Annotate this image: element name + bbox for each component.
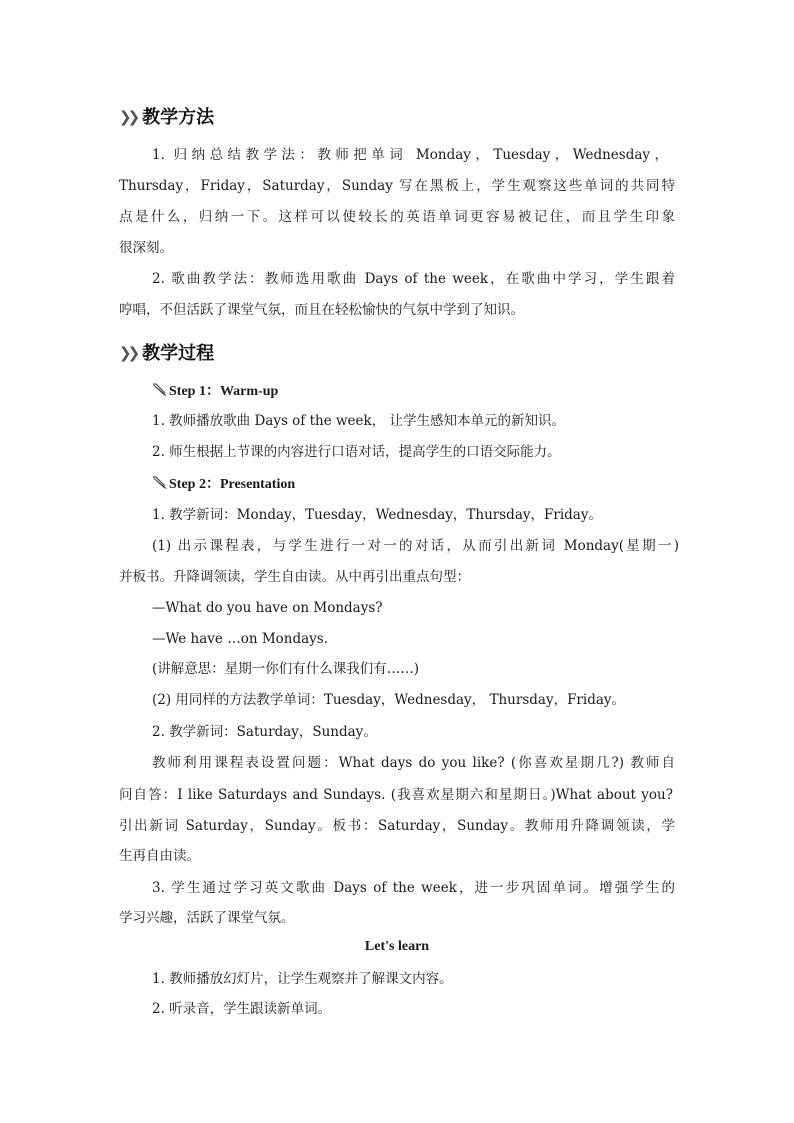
step1-title: Step 1：Warm-up — [169, 384, 279, 399]
methods-p1-line2: Thursday，Friday，Saturday，Sunday 写在黑板上，学生观察这些单词的共同特 — [119, 178, 675, 194]
step1-line2: 2. 师生根据上节课的内容进行口语对话，提高学生的口语交际能力。 — [152, 444, 561, 460]
step2-line9: 教师利用课程表设置问题：What days do you like? (你喜欢星期几?) 教师自 — [152, 755, 675, 771]
methods-p2-line1: 2. 歌曲教学法：教师选用歌曲 Days of the week，在歌曲中学习，学生跟着 — [152, 271, 675, 287]
step2-line10: 问自答：I like Saturdays and Sundays. (我喜欢星期六和星期日。)What about you? — [119, 787, 673, 803]
step2-heading — [152, 473, 295, 493]
step2-line3: 并板书。升降调领读，学生自由读。从中再引出重点句型： — [119, 569, 470, 585]
step2-line13: 3. 学生通过学习英文歌曲 Days of the week，进一步巩固单词。增强学生的 — [152, 880, 675, 896]
methods-p1-line1: 1. 归纳总结教学法：教师把单词 Monday，Tuesday，Wednesday， — [152, 147, 668, 163]
quill-pen-icon — [152, 476, 168, 490]
section-heading-process — [119, 339, 214, 365]
methods-p2-line2: 哼唱，不但活跃了课堂气氛，而且在轻松愉快的气氛中学到了知识。 — [119, 302, 524, 318]
step2-line14: 学习兴趣，活跃了课堂气氛。 — [119, 910, 295, 926]
section-title-process: 教学过程 — [142, 343, 215, 364]
step2-line12: 生再自由读。 — [119, 848, 200, 864]
step2-line11: 引出新词 Saturday，Sunday。板书：Saturday，Sunday。教师用升降调领读，学 — [119, 818, 675, 834]
lets-learn-line2: 2. 听录音，学生跟读新单词。 — [152, 1001, 332, 1017]
double-chevron-icon: ❯❯ — [119, 344, 137, 362]
step2-line8: 2. 教学新词：Saturday，Sunday。 — [152, 724, 377, 740]
step2-line1: 1. 教学新词：Monday，Tuesday，Wednesday，Thursday，Friday。 — [152, 507, 602, 523]
step2-line7: (2) 用同样的方法教学单词：Tuesday，Wednesday， Thursday，Friday。 — [152, 692, 626, 708]
lets-learn-title: Let's learn — [364, 939, 430, 954]
section-title-methods: 教学方法 — [142, 107, 215, 128]
methods-p1-line4: 很深刻。 — [119, 240, 173, 256]
section-heading-methods — [119, 103, 214, 129]
quill-pen-icon — [152, 383, 168, 397]
step2-line6: (讲解意思：星期一你们有什么课我们有……) — [152, 661, 420, 677]
step2-line2: (1) 出示课程表，与学生进行一对一的对话，从而引出新词 Monday(星期一) — [152, 538, 679, 554]
step1-line1: 1. 教师播放歌曲 Days of the week， 让学生感知本单元的新知识。 — [152, 413, 566, 429]
step2-line4: —What do you have on Mondays? — [152, 600, 383, 616]
step2-title: Step 2：Presentation — [169, 477, 296, 492]
step1-heading — [152, 380, 278, 400]
lets-learn-line1: 1. 教师播放幻灯片，让学生观察并了解课文内容。 — [152, 971, 453, 987]
double-chevron-icon: ❯❯ — [119, 108, 137, 126]
step2-line5: —We have …on Mondays. — [152, 631, 329, 647]
methods-p1-line3: 点是什么，归纳一下。这样可以使较长的英语单词更容易被记住，而且学生印象 — [119, 209, 675, 225]
